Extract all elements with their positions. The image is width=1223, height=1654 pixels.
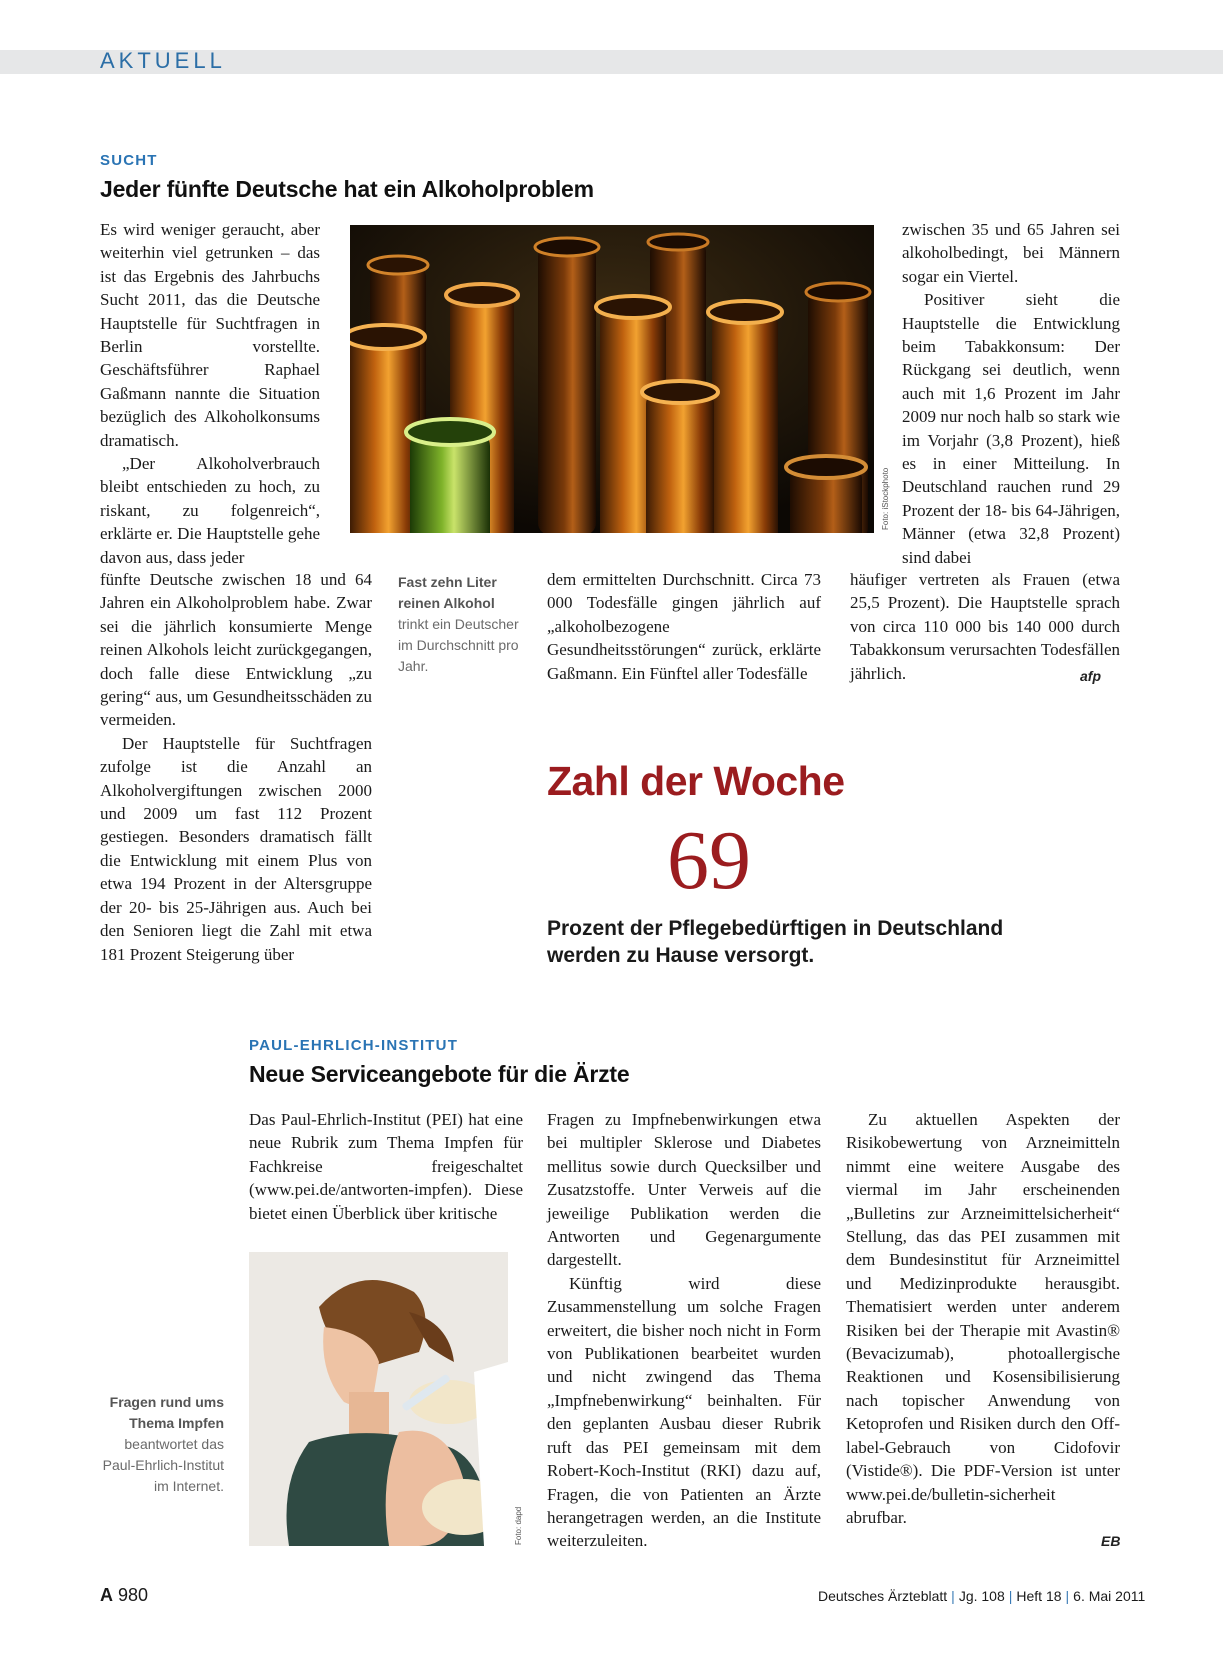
section-label: AKTUELL (100, 48, 226, 73)
article2-title: Neue Serviceangebote für die Ärzte (249, 1061, 630, 1087)
zahl-der-woche-description: Prozent der Pflegebedürftigen in Deutschland werden zu Hause versorgt. (547, 917, 1004, 967)
page-number-value: 980 (118, 1585, 149, 1605)
zahl-der-woche-number: 69 (667, 814, 751, 907)
journal-volume: Jg. 108 (958, 1588, 1005, 1604)
vaccination-illustration (249, 1252, 508, 1546)
article1-caption-lead: Fast zehn Liter reinen Alkohol (398, 574, 497, 611)
journal-date: 6. Mai 2011 (1073, 1588, 1146, 1604)
separator-icon: | (1008, 1588, 1013, 1604)
vaccination-photo (249, 1252, 508, 1546)
article1-paragraph-2: „Der Alkoholverbrauch bleibt entschieden zu hoch, zu riskant, zu folgenreich“, erklärte er. Die Hauptstelle gehe davon aus, dass jeder (100, 454, 320, 567)
page-prefix: A (100, 1585, 113, 1605)
article1-paragraph-8: häufiger vertreten als Frauen (etwa 25,5 Prozent). Die Hauptstelle sprach von circa 110 000 bis 140 000 durch Tabakkonsum verursachten Todesfällen jährlich. (850, 570, 1120, 683)
article1-photo-credit: Foto: iStockphoto (881, 467, 890, 530)
article2-paragraph-2: Fragen zu Impfnebenwirkungen etwa bei multipler Sklerose und Diabetes mellitus sowie durch Quecksilber und Zusatzstoffe. Unter Verweis auf die jeweilige Publikation werden die Antworten und Gegenargumente dargestellt. (547, 1110, 821, 1270)
article1-col1-lower (100, 568, 372, 966)
article1-col2 (547, 568, 821, 685)
article1-col3-upper (902, 218, 1120, 569)
journal-name: Deutsches Ärzteblatt (818, 1588, 948, 1604)
page-number (100, 1585, 148, 1606)
article2-paragraph-3: Künftig wird diese Zusammenstellung um solche Fragen erweitert, die bisher noch nicht in Form von Publikationen bearbeitet wurden und nicht zwingend das Thema „Impfnebenwirkung“ beinhalten. Für den geplanten Ausbau dieser Rubrik ruft das PEI gemeinsam mit dem Robert-Koch-Institut (RKI) dazu auf, Fragen, die von Patienten an Ärzte herangetragen werden, an die Institute weiterzuleiten. (547, 1273, 821, 1551)
article2-kicker: PAUL-EHRLICH-INSTITUT (249, 1037, 459, 1054)
article1-col1-upper (100, 218, 320, 569)
article1-paragraph-4: Der Hauptstelle für Suchtfragen zufolge ist die Anzahl an Alkoholvergiftungen zwischen 2000 und 2009 um fast 112 Prozent gestiegen. Besonders dramatisch fällt die Entwicklung mit einem Plus von etwa 194 Prozent in der Altersgruppe der 20- bis 25-Jährigen aus. Auch bei den Senioren liegt die Zahl mit etwa 181 Prozent Steigerung über (100, 733, 372, 964)
separator-icon: | (951, 1588, 955, 1604)
article2-col3 (846, 1108, 1120, 1529)
article1-caption-text: trinkt ein Deutscher im Durchschnitt pro Jahr. (398, 616, 519, 674)
article1-paragraph-3: fünfte Deutsche zwischen 18 und 64 Jahren ein Alkoholproblem habe. Zwar sei die jährlich konsumierte Menge reinen Alkohols leicht zurückgegangen, doch falle diese Entwicklung „zu gering“ aus, um Gesundheitsschäden zu vermeiden. (100, 570, 372, 730)
article1-kicker: SUCHT (100, 152, 158, 169)
journal-info (818, 1588, 1145, 1604)
separator-icon: | (1065, 1588, 1070, 1604)
journal-issue: Heft 18 (1016, 1588, 1062, 1604)
article1-caption (398, 572, 526, 677)
article2-photo-credit: Foto: dapd (514, 1506, 523, 1545)
bottles-illustration (350, 225, 874, 533)
article1-title: Jeder fünfte Deutsche hat ein Alkoholproblem (100, 176, 594, 202)
article2-paragraph-4: Zu aktuellen Aspekten der Risikobewertung von Arzneimitteln nimmt eine weitere Ausgabe des viermal im Jahr erscheinenden „Bulletins zur Arzneimittelsicherheit“ Stellung, das das PEI zusammen mit dem Bundesinstitut für Arzneimittel und Medizinprodukte herausgibt. Thematisiert werden unter anderem Risiken bei der Therapie mit Avastin® (Bevacizumab), photoallergische Reaktionen und Kosensibilisierung nach topischer Anwendung von Ketoprofen und Risiken durch den Off-label-Gebrauch von Cidofovir (Vistide®). Die PDF-Version ist unter www.pei.de/bulletin-sicherheit abrufbar. (846, 1110, 1120, 1527)
article2-caption-lead: Fragen rund ums Thema Impfen (109, 1394, 224, 1431)
article1-signature: afp (1080, 668, 1101, 684)
article2-signature: EB (1101, 1533, 1121, 1549)
article2-caption-text: beantwortet das Paul-Ehrlich-Institut im Internet. (102, 1436, 224, 1494)
article2-caption (88, 1392, 224, 1497)
article2-col1 (249, 1108, 523, 1225)
bottles-photo (350, 225, 874, 533)
article1-paragraph-5: dem ermittelten Durchschnitt. Circa 73 000 Todesfälle gingen jährlich auf „alkoholbezogene Gesundheitsstörungen“ zurück, erklärte Gaßmann. Ein Fünftel aller Todesfälle (547, 570, 821, 683)
article1-paragraph-7: Positiver sieht die Hauptstelle die Entwicklung beim Tabakkonsum: Der Rückgang sei deutlich, wenn auch mit 1,6 Prozent im Jahr 2009 nur noch halb so stark wie im Vorjahr (3,8 Prozent), hieß es in einer Mitteilung. In Deutschland rauchen rund 29 Prozent der 18- bis 64-Jährigen, Männer (etwa 32,8 Prozent) sind dabei (902, 290, 1120, 567)
zahl-der-woche-title: Zahl der Woche (547, 758, 845, 804)
article1-paragraph-6: zwischen 35 und 65 Jahren sei alkoholbedingt, bei Männern sogar ein Viertel. (902, 220, 1120, 286)
article2-col2 (547, 1108, 821, 1553)
article1-paragraph-1: Es wird weniger geraucht, aber weiterhin viel getrunken – das ist das Ergebnis des Jahrbuchs Sucht 2011, das die Deutsche Hauptstelle für Suchtfragen in Berlin vorstellte. Geschäftsführer Raphael Gaßmann nannte die Situation bezüglich des Alkoholkonsums dramatisch. (100, 220, 320, 450)
article2-paragraph-1: Das Paul-Ehrlich-Institut (PEI) hat eine neue Rubrik zum Thema Impfen für Fachkreise freigeschaltet (www.pei.de/antworten-impfen). Diese bietet einen Überblick über kritische (249, 1110, 523, 1223)
